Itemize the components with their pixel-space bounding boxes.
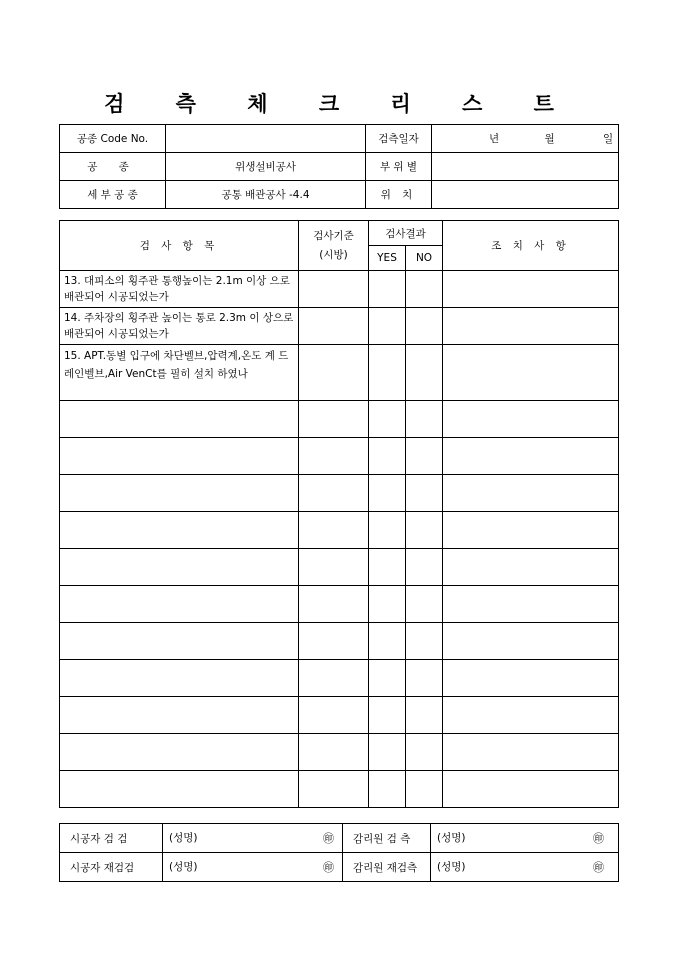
name-placeholder: (성명) (437, 861, 466, 873)
row-no[interactable] (406, 438, 443, 475)
inspection-date-label: 검측일자 (366, 125, 432, 153)
row-item: 13. 대피소의 횡주관 통행높이는 2.1m 이상 으로 배관되어 시공되었는가 (60, 271, 299, 308)
row-no[interactable] (406, 345, 443, 401)
info-row-detail (60, 181, 619, 209)
row-item[interactable] (60, 586, 299, 623)
contractor-reinspect-label: 시공자 재검검 (60, 853, 163, 882)
table-row (60, 586, 619, 623)
inspection-date-value[interactable] (432, 125, 619, 153)
row-standard[interactable] (299, 734, 369, 771)
work-type-value[interactable]: 위생설비공사 (166, 153, 366, 181)
row-action[interactable] (443, 697, 619, 734)
name-placeholder: (성명) (169, 832, 198, 844)
table-row (60, 697, 619, 734)
signature-row-reinspect (60, 853, 619, 882)
row-standard[interactable] (299, 697, 369, 734)
signature-table (59, 823, 619, 882)
table-row (60, 734, 619, 771)
row-yes[interactable] (369, 271, 406, 308)
row-no[interactable] (406, 271, 443, 308)
location-value[interactable] (432, 181, 619, 209)
table-row (60, 623, 619, 660)
row-no[interactable] (406, 660, 443, 697)
row-action[interactable] (443, 512, 619, 549)
row-yes[interactable] (369, 771, 406, 808)
page-title: 검 측 체 크 리 스 트 (104, 91, 576, 116)
row-item[interactable] (60, 771, 299, 808)
info-row-work (60, 153, 619, 181)
info-row-code (60, 125, 619, 153)
row-action[interactable] (443, 345, 619, 401)
table-row (60, 438, 619, 475)
seal-icon: ㊞ (323, 861, 334, 874)
header-standard-line2: (시방) (319, 248, 348, 261)
table-row (60, 549, 619, 586)
row-standard[interactable] (299, 771, 369, 808)
supervisor-inspect-label: 감리원 검 측 (343, 824, 431, 853)
header-item (60, 221, 299, 271)
row-yes[interactable] (369, 660, 406, 697)
supervisor-inspect-signature[interactable] (431, 824, 619, 853)
row-action[interactable] (443, 271, 619, 308)
table-row (60, 271, 619, 308)
row-action[interactable] (443, 586, 619, 623)
date-day: 일 (603, 133, 614, 145)
row-item: 14. 주차장의 횡주관 높이는 통로 2.3m 이 상으로 배관되어 시공되었는가 (60, 308, 299, 345)
table-row (60, 660, 619, 697)
work-code-label: 공종 Code No. (60, 125, 166, 153)
row-standard[interactable] (299, 623, 369, 660)
seal-icon: ㊞ (323, 832, 334, 845)
header-standard-line1: 검사기준 (313, 229, 354, 242)
row-yes[interactable] (369, 438, 406, 475)
header-yes: YES (369, 246, 406, 271)
header-standard (299, 221, 369, 271)
contractor-inspect-label: 시공자 검 검 (60, 824, 163, 853)
date-year: 년 (489, 133, 500, 145)
seal-icon: ㊞ (593, 832, 604, 845)
row-standard[interactable] (299, 401, 369, 438)
supervisor-reinspect-signature[interactable] (431, 853, 619, 882)
row-yes[interactable] (369, 549, 406, 586)
row-yes[interactable] (369, 512, 406, 549)
row-no[interactable] (406, 401, 443, 438)
row-item[interactable] (60, 549, 299, 586)
row-yes[interactable] (369, 401, 406, 438)
seal-icon: ㊞ (593, 861, 604, 874)
row-yes[interactable] (369, 734, 406, 771)
contractor-reinspect-signature[interactable] (163, 853, 343, 882)
row-yes[interactable] (369, 623, 406, 660)
table-row (60, 771, 619, 808)
signature-row-inspect (60, 824, 619, 853)
row-no[interactable] (406, 512, 443, 549)
row-item[interactable] (60, 438, 299, 475)
part-value[interactable] (432, 153, 619, 181)
row-yes[interactable] (369, 697, 406, 734)
row-standard[interactable] (299, 308, 369, 345)
table-row (60, 401, 619, 438)
row-action[interactable] (443, 401, 619, 438)
table-row (60, 512, 619, 549)
part-label: 부 위 별 (366, 153, 432, 181)
info-table (59, 124, 619, 209)
name-placeholder: (성명) (169, 861, 198, 873)
row-yes[interactable] (369, 475, 406, 512)
row-action[interactable] (443, 308, 619, 345)
detail-label: 세 부 공 종 (60, 181, 166, 209)
row-action[interactable] (443, 438, 619, 475)
row-item[interactable] (60, 623, 299, 660)
checklist-table (59, 220, 619, 808)
row-no[interactable] (406, 623, 443, 660)
row-no[interactable] (406, 697, 443, 734)
header-item-text: 검 사 항 목 (139, 240, 219, 252)
row-yes[interactable] (369, 308, 406, 345)
row-yes[interactable] (369, 345, 406, 401)
row-action[interactable] (443, 660, 619, 697)
row-no[interactable] (406, 586, 443, 623)
row-standard[interactable] (299, 586, 369, 623)
header-result: 검사결과 (369, 221, 443, 246)
table-row (60, 345, 619, 401)
row-yes[interactable] (369, 586, 406, 623)
row-action[interactable] (443, 771, 619, 808)
row-standard[interactable] (299, 345, 369, 401)
row-standard[interactable] (299, 549, 369, 586)
contractor-inspect-signature[interactable] (163, 824, 343, 853)
supervisor-reinspect-label: 감리원 재검측 (343, 853, 431, 882)
row-action[interactable] (443, 475, 619, 512)
row-standard[interactable] (299, 271, 369, 308)
row-item[interactable] (60, 697, 299, 734)
name-placeholder: (성명) (437, 832, 466, 844)
date-month: 월 (544, 133, 555, 145)
row-item: 15. APT.동별 입구에 차단벨브,압력계,온도 계 드레인벨브,Air VenCt를 필히 설치 하였나 (60, 345, 299, 401)
row-item[interactable] (60, 660, 299, 697)
header-action-text: 조 치 사 항 (491, 240, 570, 252)
row-no[interactable] (406, 734, 443, 771)
row-no[interactable] (406, 549, 443, 586)
header-action (443, 221, 619, 271)
work-type-label: 공 종 (60, 153, 166, 181)
checklist-header-row (60, 221, 619, 246)
row-no[interactable] (406, 771, 443, 808)
row-action[interactable] (443, 734, 619, 771)
work-code-value[interactable] (166, 125, 366, 153)
table-row (60, 475, 619, 512)
location-label: 위 치 (366, 181, 432, 209)
row-standard[interactable] (299, 475, 369, 512)
table-row (60, 308, 619, 345)
row-action[interactable] (443, 623, 619, 660)
row-standard[interactable] (299, 660, 369, 697)
row-standard[interactable] (299, 438, 369, 475)
row-item[interactable] (60, 734, 299, 771)
row-item[interactable] (60, 512, 299, 549)
row-no[interactable] (406, 308, 443, 345)
row-standard[interactable] (299, 512, 369, 549)
detail-value[interactable]: 공통 배관공사 -4.4 (166, 181, 366, 209)
row-item[interactable] (60, 475, 299, 512)
row-action[interactable] (443, 549, 619, 586)
header-no: NO (406, 246, 443, 271)
row-item[interactable] (60, 401, 299, 438)
row-no[interactable] (406, 475, 443, 512)
